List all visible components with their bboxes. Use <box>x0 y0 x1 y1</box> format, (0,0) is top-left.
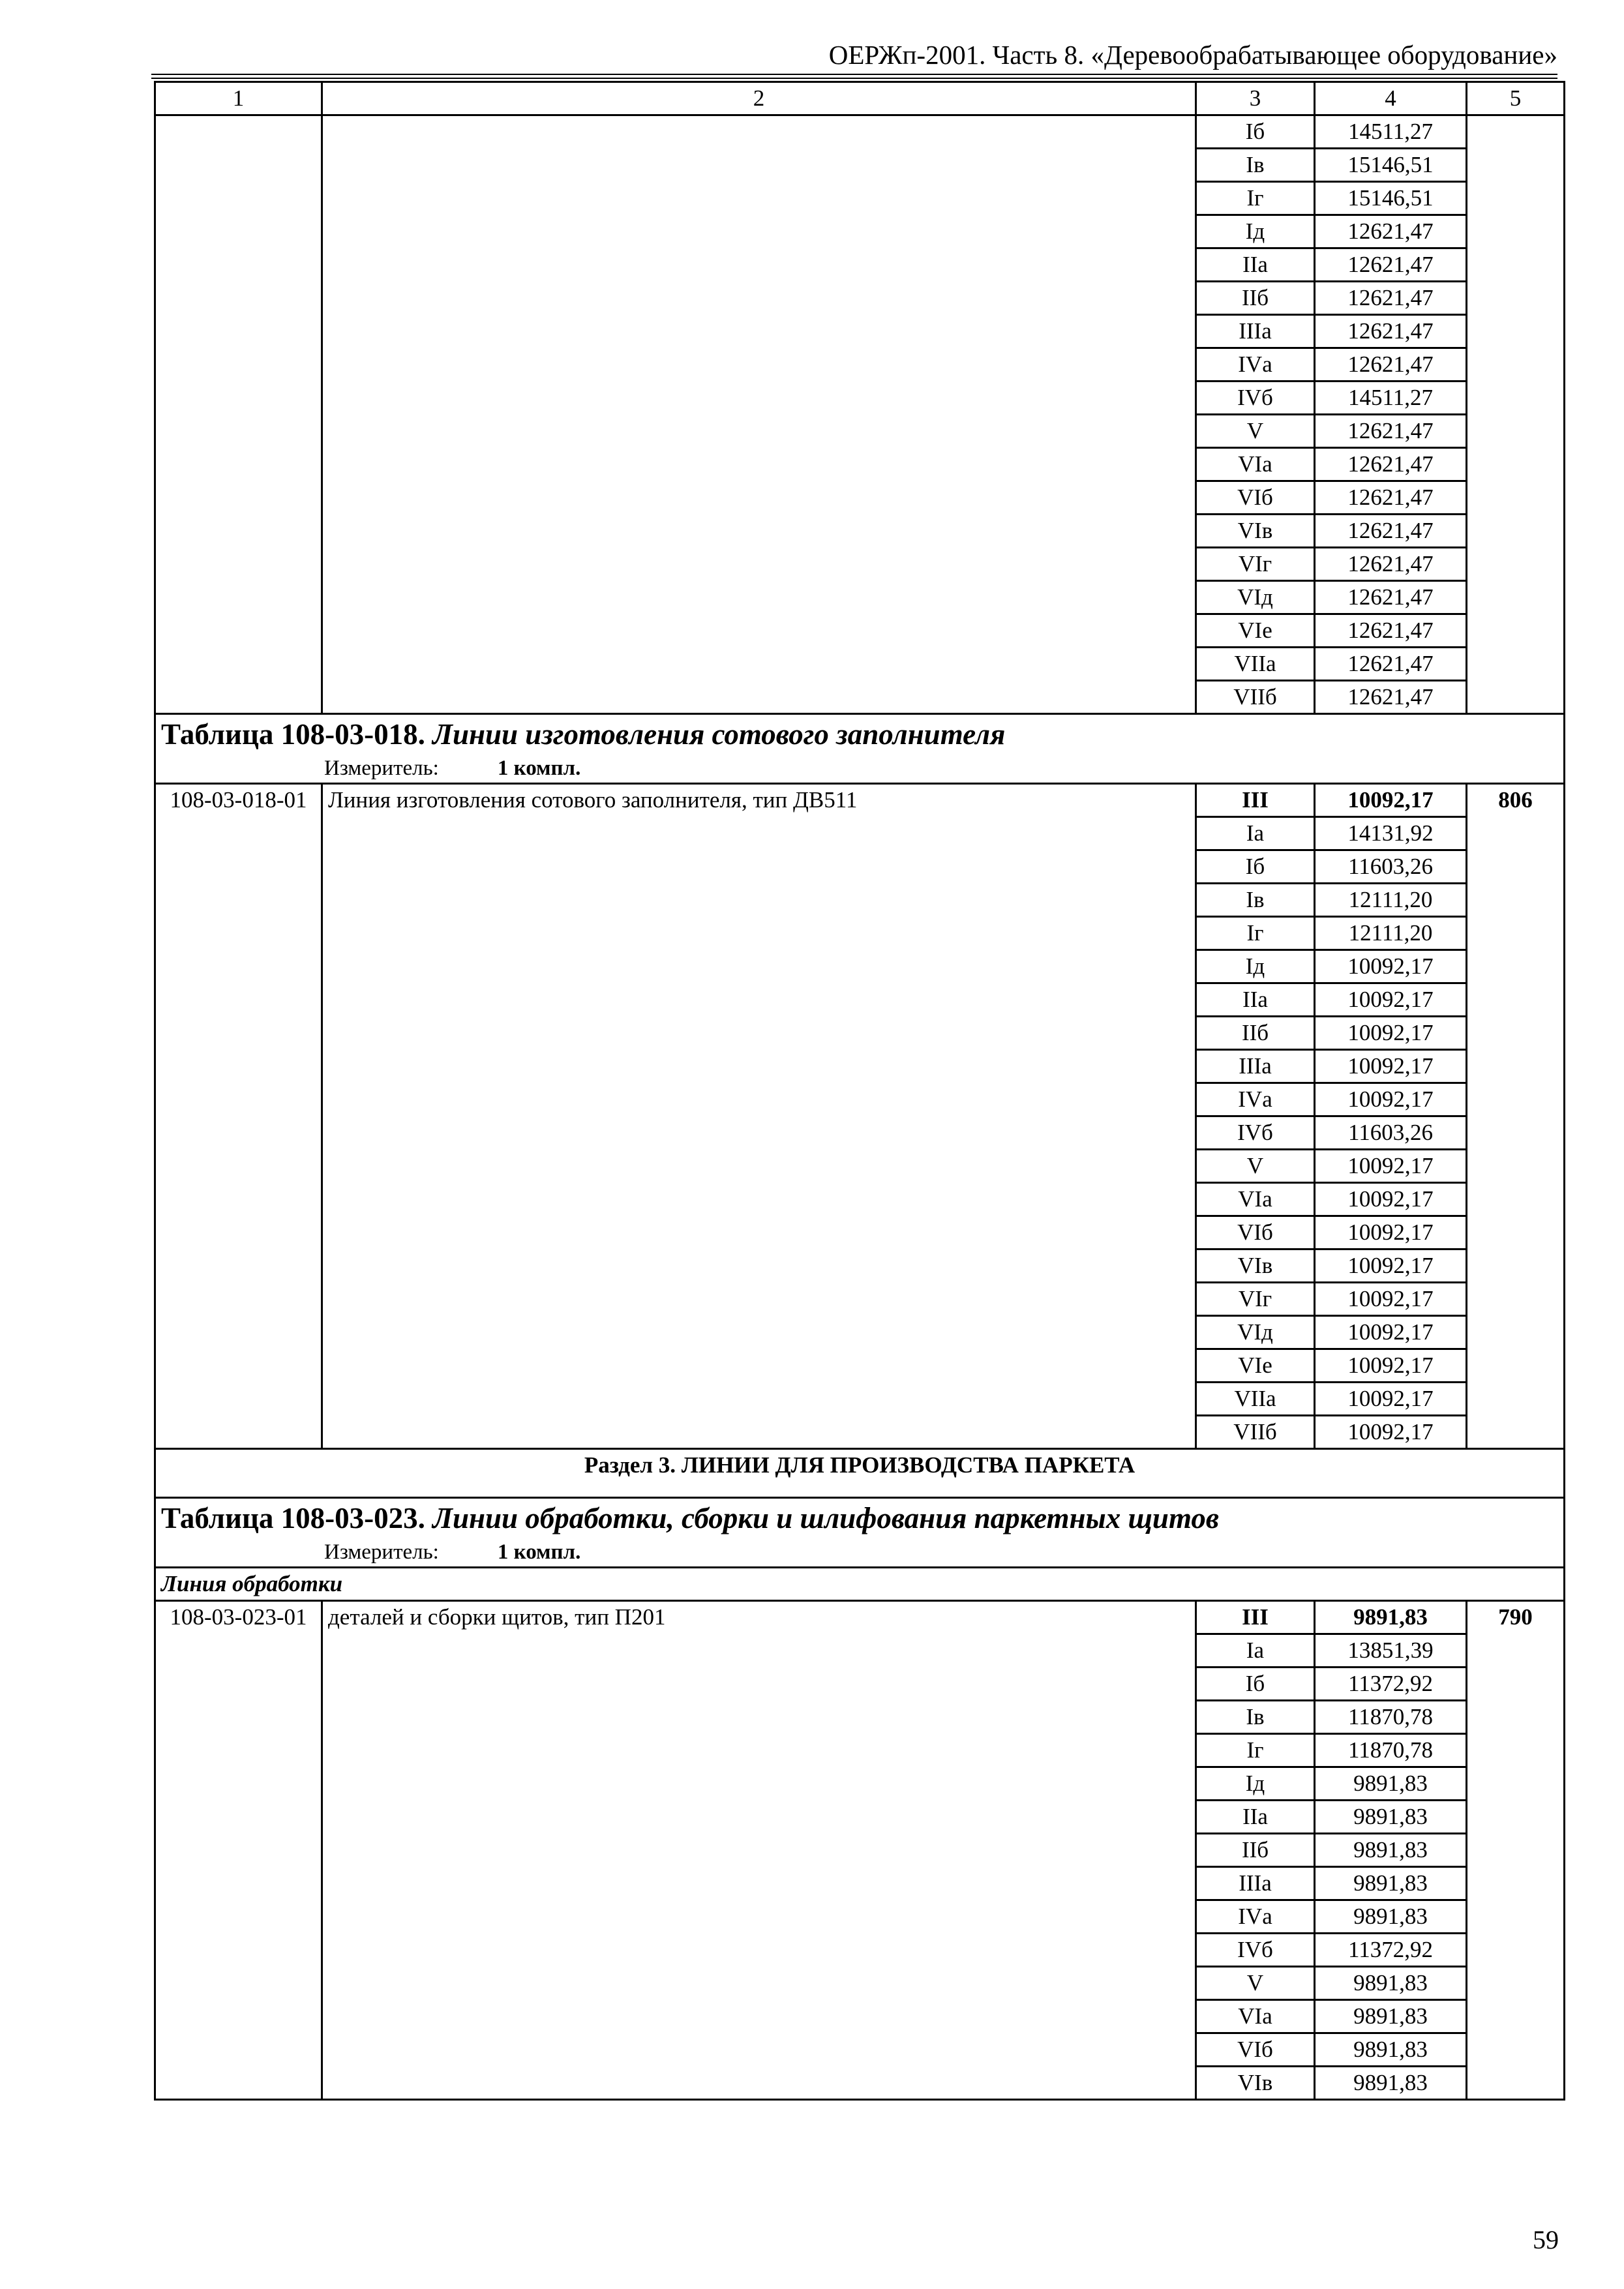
zone-cell: IIб <box>1196 1017 1315 1050</box>
table-title-row <box>155 1498 1565 1568</box>
zone-cell: Iд <box>1196 1767 1315 1801</box>
value-cell: 9891,83 <box>1315 1867 1467 1900</box>
zone-cell: Iб <box>1196 1668 1315 1701</box>
value-cell: 10092,17 <box>1315 1416 1467 1449</box>
zone-cell: VIг <box>1196 548 1315 581</box>
value-cell: 11603,26 <box>1315 850 1467 884</box>
value-cell: 12621,47 <box>1315 215 1467 248</box>
zone-cell: VIIб <box>1196 681 1315 714</box>
zone-cell: IIIа <box>1196 315 1315 348</box>
zone-cell: VIа <box>1196 2000 1315 2033</box>
zone-cell: VIб <box>1196 481 1315 515</box>
zone-cell: VIе <box>1196 1349 1315 1383</box>
table-title-row <box>155 714 1565 784</box>
table-title-cell <box>155 1498 1565 1568</box>
value-cell: 11870,78 <box>1315 1701 1467 1734</box>
zone-cell: IVб <box>1196 382 1315 415</box>
value-cell: 14131,92 <box>1315 817 1467 850</box>
header-rule <box>151 74 1557 75</box>
zone-cell: Iб <box>1196 850 1315 884</box>
zone-cell: IIб <box>1196 282 1315 315</box>
value-cell: 10092,17 <box>1315 1216 1467 1249</box>
value-cell: 12621,47 <box>1315 515 1467 548</box>
meter-value: 1 компл. <box>497 756 581 780</box>
value-cell: 10092,17 <box>1315 1283 1467 1316</box>
zone-cell: VIе <box>1196 614 1315 648</box>
zone-cell: IVа <box>1196 1083 1315 1116</box>
value-cell: 10092,17 <box>1315 1349 1467 1383</box>
value-cell: 12621,47 <box>1315 415 1467 448</box>
zone-cell: VIа <box>1196 1183 1315 1216</box>
column-5-cell: 790 <box>1467 1601 1565 2100</box>
value-cell: 12621,47 <box>1315 614 1467 648</box>
zone-cell: IIIа <box>1196 1050 1315 1083</box>
zone-cell: Iг <box>1196 1734 1315 1767</box>
zone-cell: VIа <box>1196 448 1315 481</box>
meter-line <box>161 1538 1558 1566</box>
zone-cell: VIб <box>1196 2033 1315 2067</box>
value-cell: 12621,47 <box>1315 648 1467 681</box>
value-cell: 14511,27 <box>1315 115 1467 149</box>
value-cell: 12621,47 <box>1315 348 1467 382</box>
zone-cell: V <box>1196 1967 1315 2000</box>
price-table <box>154 81 1565 2101</box>
zone-cell: Iг <box>1196 917 1315 950</box>
zone-cell: VIд <box>1196 1316 1315 1349</box>
value-cell: 12111,20 <box>1315 917 1467 950</box>
zone-cell: V <box>1196 1150 1315 1183</box>
column-number: 5 <box>1467 82 1565 115</box>
zone-cell: VIв <box>1196 2067 1315 2100</box>
zone-cell: VIв <box>1196 515 1315 548</box>
zone-cell: IIIа <box>1196 1867 1315 1900</box>
header-rule-double <box>151 78 1557 79</box>
table-name: Линии обработки, сборки и шлифования паркетных щитов <box>432 1502 1219 1534</box>
zone-cell: IIб <box>1196 1834 1315 1867</box>
zone-cell: Iа <box>1196 817 1315 850</box>
table-number: Таблица 108-03-023. <box>161 1502 425 1534</box>
table-title <box>161 1499 1558 1538</box>
zone-cell: V <box>1196 415 1315 448</box>
rate-code <box>155 115 322 714</box>
column-5-cell <box>1467 115 1565 714</box>
rate-code: 108-03-018-01 <box>155 784 322 1449</box>
rate-description <box>322 115 1196 714</box>
value-cell: 14511,27 <box>1315 382 1467 415</box>
zone-cell: VIг <box>1196 1283 1315 1316</box>
zone-cell: IIа <box>1196 983 1315 1017</box>
value-cell: 12621,47 <box>1315 681 1467 714</box>
zone-cell: Iа <box>1196 1634 1315 1668</box>
value-cell: 9891,83 <box>1315 1967 1467 2000</box>
column-5-cell: 806 <box>1467 784 1565 1449</box>
value-cell: 9891,83 <box>1315 2067 1467 2100</box>
value-cell: 10092,17 <box>1315 1383 1467 1416</box>
meter-label: Измеритель: <box>324 756 439 780</box>
table-title <box>161 715 1558 754</box>
zone-cell: III <box>1196 1601 1315 1634</box>
table-number: Таблица 108-03-018. <box>161 718 425 751</box>
zone-cell: IIа <box>1196 1801 1315 1834</box>
rate-description: Линия изготовления сотового заполнителя, тип ДВ511 <box>322 784 1196 1449</box>
zone-cell: VIд <box>1196 581 1315 614</box>
value-cell: 12621,47 <box>1315 248 1467 282</box>
column-number: 2 <box>322 82 1196 115</box>
zone-cell: Iд <box>1196 215 1315 248</box>
zone-cell: Iд <box>1196 950 1315 983</box>
rate-code: 108-03-023-01 <box>155 1601 322 2100</box>
value-cell: 12621,47 <box>1315 581 1467 614</box>
column-number-row <box>155 82 1565 115</box>
value-cell: 12111,20 <box>1315 884 1467 917</box>
value-cell: 10092,17 <box>1315 983 1467 1017</box>
value-cell: 10092,17 <box>1315 1249 1467 1283</box>
value-cell: 11870,78 <box>1315 1734 1467 1767</box>
value-cell: 12621,47 <box>1315 481 1467 515</box>
zone-cell: Iг <box>1196 182 1315 215</box>
value-cell: 12621,47 <box>1315 548 1467 581</box>
table-title-cell <box>155 714 1565 784</box>
column-number: 1 <box>155 82 322 115</box>
page-number: 59 <box>1533 2225 1559 2254</box>
value-cell: 15146,51 <box>1315 149 1467 182</box>
value-cell: 10092,17 <box>1315 784 1467 817</box>
value-cell: 9891,83 <box>1315 1601 1467 1634</box>
value-cell: 12621,47 <box>1315 282 1467 315</box>
value-cell: 10092,17 <box>1315 1050 1467 1083</box>
value-cell: 11372,92 <box>1315 1668 1467 1701</box>
table-row <box>155 115 1565 149</box>
value-cell: 13851,39 <box>1315 1634 1467 1668</box>
subheading: Линия обработки <box>155 1568 1565 1601</box>
meter-line <box>161 754 1558 783</box>
value-cell: 11603,26 <box>1315 1116 1467 1150</box>
zone-cell: Iв <box>1196 884 1315 917</box>
value-cell: 9891,83 <box>1315 2000 1467 2033</box>
subheading-row <box>155 1568 1565 1601</box>
value-cell: 11372,92 <box>1315 1934 1467 1967</box>
value-cell: 10092,17 <box>1315 950 1467 983</box>
value-cell: 10092,17 <box>1315 1183 1467 1216</box>
table-row <box>155 1601 1565 1634</box>
zone-cell: VIв <box>1196 1249 1315 1283</box>
zone-cell: IVб <box>1196 1934 1315 1967</box>
section-row <box>155 1449 1565 1498</box>
value-cell: 10092,17 <box>1315 1017 1467 1050</box>
zone-cell: IIа <box>1196 248 1315 282</box>
zone-cell: VIб <box>1196 1216 1315 1249</box>
table-name: Линии изготовления сотового заполнителя <box>432 718 1006 751</box>
zone-cell: Iв <box>1196 149 1315 182</box>
zone-cell: Iб <box>1196 115 1315 149</box>
value-cell: 9891,83 <box>1315 1767 1467 1801</box>
zone-cell: VIIа <box>1196 1383 1315 1416</box>
value-cell: 10092,17 <box>1315 1150 1467 1183</box>
section-title: Раздел 3. ЛИНИИ ДЛЯ ПРОИЗВОДСТВА ПАРКЕТА <box>155 1449 1565 1498</box>
zone-cell: VIIб <box>1196 1416 1315 1449</box>
value-cell: 12621,47 <box>1315 315 1467 348</box>
table-row <box>155 784 1565 817</box>
rate-description: деталей и сборки щитов, тип П201 <box>322 1601 1196 2100</box>
value-cell: 9891,83 <box>1315 2033 1467 2067</box>
meter-value: 1 компл. <box>497 1540 581 1564</box>
zone-cell: III <box>1196 784 1315 817</box>
meter-label: Измеритель: <box>324 1540 439 1564</box>
value-cell: 12621,47 <box>1315 448 1467 481</box>
value-cell: 9891,83 <box>1315 1801 1467 1834</box>
value-cell: 9891,83 <box>1315 1900 1467 1934</box>
zone-cell: IVа <box>1196 1900 1315 1934</box>
zone-cell: IVб <box>1196 1116 1315 1150</box>
value-cell: 9891,83 <box>1315 1834 1467 1867</box>
value-cell: 15146,51 <box>1315 182 1467 215</box>
zone-cell: IVа <box>1196 348 1315 382</box>
zone-cell: Iв <box>1196 1701 1315 1734</box>
column-number: 3 <box>1196 82 1315 115</box>
zone-cell: VIIа <box>1196 648 1315 681</box>
value-cell: 10092,17 <box>1315 1083 1467 1116</box>
running-header: ОЕРЖп-2001. Часть 8. «Деревообрабатывающее оборудование» <box>828 40 1557 70</box>
column-number: 4 <box>1315 82 1467 115</box>
value-cell: 10092,17 <box>1315 1316 1467 1349</box>
